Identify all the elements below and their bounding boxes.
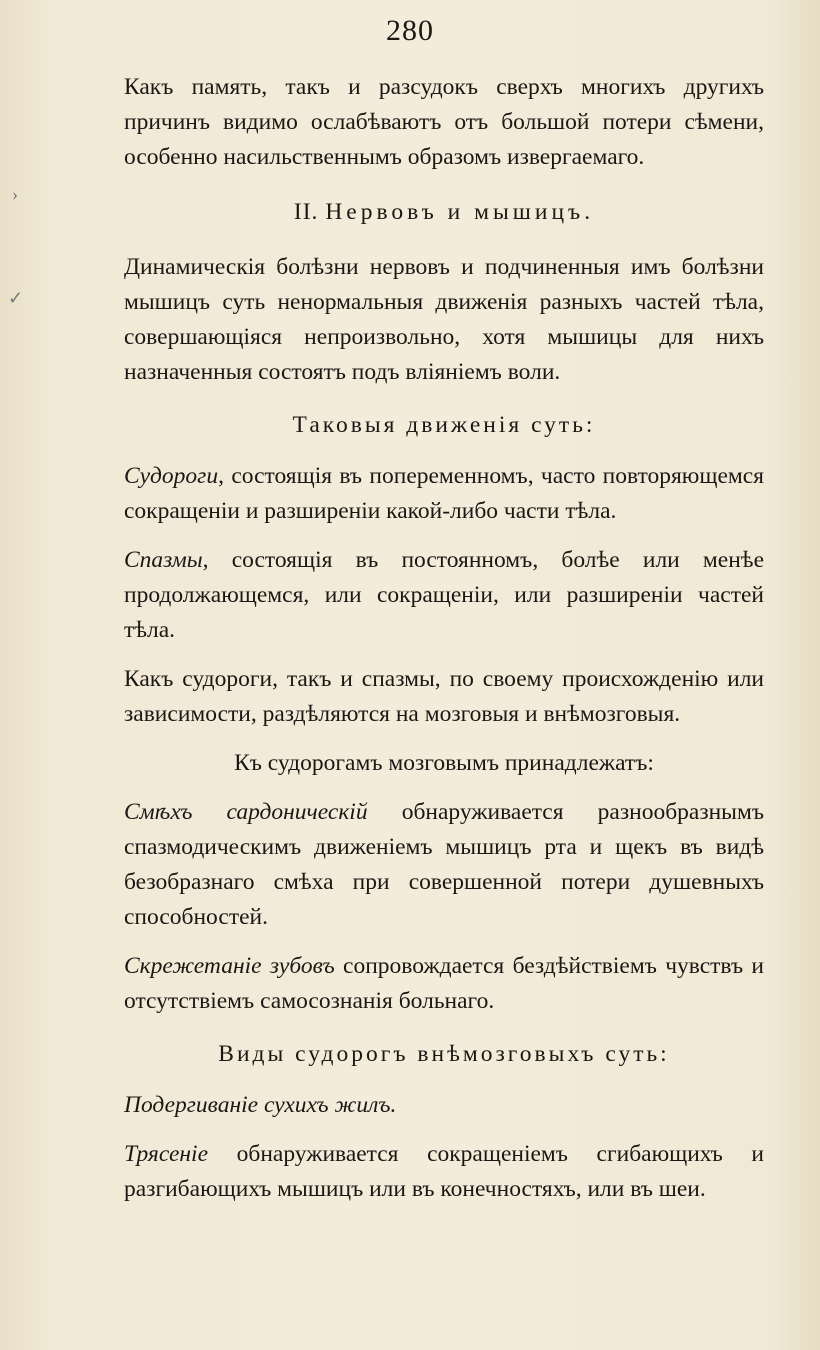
term: Спазмы (124, 547, 203, 573)
paragraph (124, 795, 764, 935)
paragraph-text: сопровождается бездѣйствіемъ чувствъ и отсутствіемъ самосознанія больнаго. (124, 953, 765, 1014)
section-number: II. (293, 199, 319, 225)
margin-mark: › (12, 184, 18, 204)
term: Подергиваніе сухихъ жилъ. (124, 1092, 397, 1118)
term: Трясеніе (124, 1141, 209, 1167)
paragraph-text: обнаруживается разнообразнымъ спазмодическимъ движеніемъ мышицъ рта и щекъ въ видѣ безобразнаго смѣха при совершенной потери душевныхъ способностей. (124, 799, 764, 930)
paragraph (124, 1088, 764, 1123)
margin-mark: ✓ (8, 288, 24, 308)
page-number: 280 (386, 14, 434, 47)
paragraph-text: , состоящія въ попеременномъ, часто повторяющемся сокращеніи и разширеніи какой-либо части тѣла. (124, 463, 764, 524)
term: Судороги (124, 463, 219, 489)
term: Скрежетаніе зубовъ (124, 953, 335, 979)
paragraph-text: обнаруживается сокращеніемъ сгибающихъ и разгибающихъ мышицъ или въ конечностяхъ, или въ шеи. (124, 1141, 764, 1202)
subheading: Виды судорогъ внѣмозговыхъ суть: (218, 1041, 670, 1067)
section-title: Нервовъ и мышицъ. (325, 199, 595, 225)
body-text (124, 70, 764, 1221)
paragraph (124, 949, 764, 1019)
paragraph (124, 459, 764, 529)
paragraph: Какъ судороги, такъ и спазмы, по своему происхожденію или зависимости, раздѣляются на мозговыя и внѣмозговыя. (124, 666, 764, 727)
paragraph: Динамическія болѣзни нервовъ и подчиненныя имъ болѣзни мышицъ суть ненормальныя движенія разныхъ частей тѣла, совершающіяся непроизвольно, хотя мышицы для нихъ назначенныя состоятъ подъ вліяніемъ воли. (124, 254, 764, 385)
paragraph: Какъ память, такъ и разсудокъ сверхъ многихъ другихъ причинъ видимо ослабѣваютъ отъ большой потери сѣмени, особенно насильственнымъ образомъ извергаемаго. (124, 74, 764, 170)
paragraph: Къ судорогамъ мозговымъ принадлежатъ: (234, 750, 654, 776)
paragraph (124, 543, 764, 648)
subheading: Таковыя движенія суть: (292, 412, 596, 438)
paragraph-text: , состоящія въ постоянномъ, болѣе или менѣе продолжающемся, или сокращеніи, или разширеніи частей тѣла. (124, 547, 764, 643)
term: Смѣхъ сардоническій (124, 799, 368, 825)
paragraph (124, 1137, 764, 1207)
section-heading (124, 195, 764, 230)
